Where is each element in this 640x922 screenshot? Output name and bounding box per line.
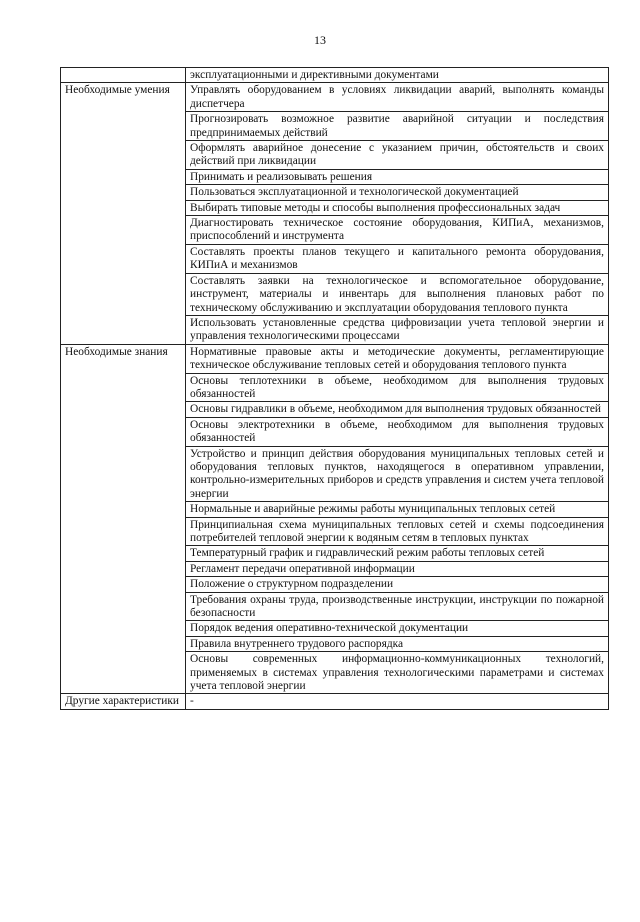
skill-item: Управлять оборудованием в условиях ликвидации аварий, выполнять команды диспетчера — [186, 83, 609, 112]
requirements-table — [60, 67, 609, 710]
skill-item: Использовать установленные средства цифровизации учета тепловой энергии и управления технологическими процессами — [186, 315, 609, 344]
page-number: 13 — [314, 33, 326, 47]
other-label: Другие характеристики — [61, 694, 186, 709]
knowledge-item: Устройство и принцип действия оборудования муниципальных тепловых сетей и оборудования тепловых пунктов, находящегося в оперативном управлении, контрольно-измерительных приборов и средств управления и систем учета тепловой энергии — [186, 446, 609, 502]
knowledge-item: Температурный график и гидравлический режим работы тепловых сетей — [186, 546, 609, 561]
skills-label: Необходимые умения — [61, 83, 186, 344]
empty-label-cell — [61, 68, 186, 83]
knowledge-item: Основы электротехники в объеме, необходимом для выполнения трудовых обязанностей — [186, 417, 609, 446]
knowledge-item: Нормативные правовые акты и методические документы, регламентирующие техническое обслуживание тепловых сетей и оборудования теплового пункта — [186, 344, 609, 373]
knowledge-item: Правила внутреннего трудового распорядка — [186, 636, 609, 651]
skill-item: Составлять заявки на технологическое и вспомогательное оборудование, инструмент, материалы и инвентарь для выполнения плановых работ по техническому обслуживанию и эксплуатации оборудования теплового пункта — [186, 273, 609, 315]
knowledge-item: Основы гидравлики в объеме, необходимом для выполнения трудовых обязанностей — [186, 402, 609, 417]
knowledge-item: Регламент передачи оперативной информации — [186, 561, 609, 576]
continuation-text: эксплуатационными и директивными документами — [186, 68, 609, 83]
skill-item: Диагностировать техническое состояние оборудования, КИПиА, механизмов, приспособлений и инструмента — [186, 216, 609, 245]
skill-item: Прогнозировать возможное развитие аварийной ситуации и последствия предпринимаемых действий — [186, 112, 609, 141]
knowledge-item: Порядок ведения оперативно-технической документации — [186, 621, 609, 636]
knowledge-item: Нормальные и аварийные режимы работы муниципальных тепловых сетей — [186, 502, 609, 517]
skill-item: Пользоваться эксплуатационной и технологической документацией — [186, 185, 609, 200]
knowledge-item: Положение о структурном подразделении — [186, 577, 609, 592]
table-row — [61, 68, 609, 83]
skill-item: Принимать и реализовывать решения — [186, 169, 609, 184]
other-value: - — [186, 694, 609, 709]
knowledge-item: Основы современных информационно-коммуникационных технологий, применяемых в системах управления технологическими параметрами и системах учета тепловой энергии — [186, 652, 609, 694]
skill-item: Выбирать типовые методы и способы выполнения профессиональных задач — [186, 200, 609, 215]
knowledge-label: Необходимые знания — [61, 344, 186, 694]
knowledge-item: Основы теплотехники в объеме, необходимом для выполнения трудовых обязанностей — [186, 373, 609, 402]
table-row — [61, 83, 609, 112]
knowledge-item: Принципиальная схема муниципальных тепловых сетей и схемы подсоединения потребителей тепловой энергии к водяным сетям в тепловых пунктах — [186, 517, 609, 546]
table-row — [61, 694, 609, 709]
skill-item: Составлять проекты планов текущего и капитального ремонта оборудования, КИПиА и механизмов — [186, 244, 609, 273]
skill-item: Оформлять аварийное донесение с указанием причин, обстоятельств и своих действий при ликвидации — [186, 141, 609, 170]
knowledge-item: Требования охраны труда, производственные инструкции, инструкции по пожарной безопасности — [186, 592, 609, 621]
table-row — [61, 344, 609, 373]
